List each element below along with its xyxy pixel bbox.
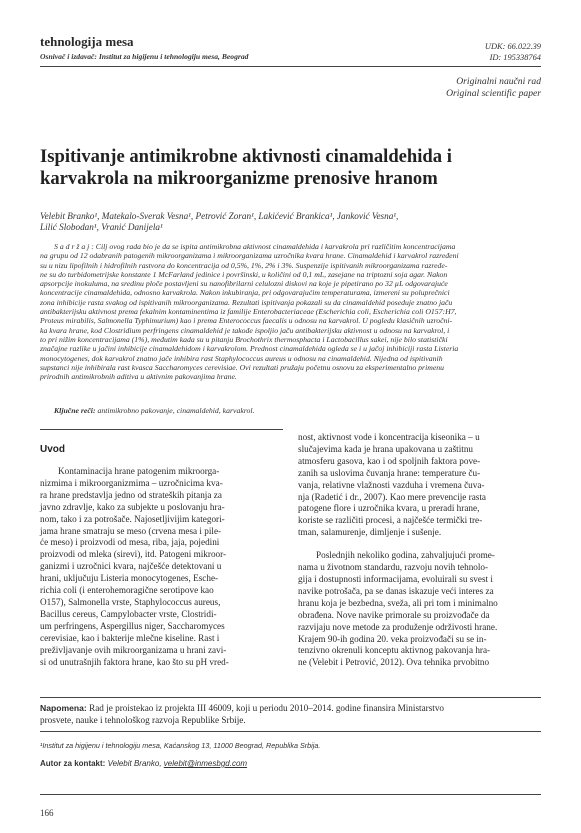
body-line: koriste se različiti procesi, a najčešće termički tre- bbox=[298, 515, 483, 526]
article-id: ID: 195338764 bbox=[489, 52, 541, 62]
body-line: ganizmi i uzročnici kvara, najčešće detektovani u bbox=[40, 561, 222, 572]
body-line: jama hrane smatraju se meso (crvena mesa i pile- bbox=[40, 525, 222, 536]
body-line: ra hrane predstavlja jedno od strateških pitanja za bbox=[40, 489, 222, 500]
paper-type-en: Original scientific paper bbox=[446, 88, 541, 99]
abstract-label: S a d r ž a j : bbox=[54, 242, 94, 251]
body-line: patogene flore i uzročnika kvara, u preradi hrane, bbox=[298, 503, 480, 514]
page-bottom-rule bbox=[40, 794, 541, 795]
header-rule bbox=[40, 66, 541, 67]
body-line: Kontaminacija hrane patogenim mikroorga- bbox=[58, 466, 220, 476]
publisher-line: Osnivač i izdavač: Institut za higijenu i tehnologiju mesa, Beograd bbox=[40, 52, 249, 61]
body-line: slučajevima kada je hrana upakovana u zaštitnu bbox=[298, 443, 474, 454]
section-rule bbox=[40, 429, 283, 430]
note-line-1: Napomena: Rad je proistekao iz projekta III 46009, koji u periodu 2010–2014. godine finansira Ministarstvo bbox=[40, 703, 445, 713]
body-line: nja (Radetić i dr., 2007). Kao mere prevencije rasta bbox=[298, 491, 487, 502]
body-line: javno zdravlje, kako za subjekte u poslovanju hra- bbox=[40, 501, 225, 512]
authors-line-1: Velebit Branko¹, Matekalo-Sverak Vesna¹, Petrović Zoran¹, Lakićević Brankica¹, Janković Vesna¹, bbox=[40, 211, 399, 221]
keywords-label: Ključne reči: bbox=[54, 406, 96, 415]
body-line: tenzivno okrenuli konceptu aktivnog pakovanja hra- bbox=[298, 645, 491, 656]
body-line: tman, salamurenje, dimljenje i sušenje. bbox=[298, 527, 442, 538]
affiliation-rule bbox=[40, 731, 541, 732]
body-line: vanja, relativne vlažnosti vazduha i vremena čuva- bbox=[298, 479, 485, 490]
udk-block bbox=[485, 42, 541, 63]
keywords-text: antimikrobno pakovanje, cinamaldehid, karvakrol. bbox=[97, 406, 255, 415]
contact-label: Autor za kontakt: bbox=[40, 759, 106, 768]
body-column-left bbox=[40, 466, 283, 668]
body-line: obrađena. Nove navike primorale su proizvođače da bbox=[298, 609, 490, 620]
author-list bbox=[40, 211, 540, 233]
body-line: Krajem 90-ih godina 20. veka proizvođači su se in- bbox=[298, 633, 487, 644]
abstract-line: prirodnih antimikrobnih aditiva u aktivnim pakovanjima hrane. bbox=[40, 372, 237, 382]
abstract-line: ne su do turbidometrijske konstante 1 McFarland jedinice i površinski, u količini od 0,1 mL, zasejane na triptozni soja agar. Nakon bbox=[40, 269, 448, 279]
abstract-line: su u nizu lipofilnih i hidrofilnih rastvora do koncentracija od 0,5%, 1%, 2% i 3%. Suspenzije ispitivanih mikroorganizama razređe- bbox=[40, 260, 448, 270]
abstract-line: koncentracije cinamaldehida, odnosno karvakrola. Nakon inkubiranja, pri odgovarajućim temperaturama, izmereni su poluprečnici bbox=[40, 288, 450, 298]
body-line: zanih sa uslovima čuvanja hrane: temperature ču- bbox=[298, 467, 481, 478]
udk-code: UDK: 66.022.39 bbox=[484, 42, 541, 51]
title-line-1: Ispitivanje antimikrobne aktivnosti cinamaldehida i bbox=[40, 146, 452, 167]
authors-line-2: Lilić Slobodan¹, Vranić Danijela¹ bbox=[40, 222, 163, 232]
body-line: navike potrošača, pa se danas iskazuje veći interes za bbox=[298, 585, 494, 596]
affiliation: ¹Institut za higijenu i tehnologiju mesa, Kaćanskog 13, 11000 Beograd, Republika Srbija. bbox=[40, 741, 321, 750]
body-line: nom, tako i za potrošače. Najosetljivijim kategori- bbox=[40, 513, 225, 524]
journal-name: tehnologija mesa bbox=[40, 34, 134, 49]
abstract-line: značajne razlike u jačini inhibicije cinamaldehidom i karvakrolom. Prednost cinamaldehida ogleda se i u jačoj inhibiciji rasta Listeria bbox=[40, 344, 459, 354]
abstract-line: monocytogenes, dok karvakrol znatno jače inhibira rast Staphylococcus aureus u odnosu na cinamaldehid. Nijedna od ispitivanih bbox=[40, 353, 443, 363]
abstract-line: ka kvara hrane, kod Clostridium perfringens cinamaldehid je takođe ispoljio jaču antibakterijsku aktivnost u odnosu na karvakrol, i bbox=[40, 325, 450, 335]
abstract-line: zona inhibicije rasta svakog od ispitivanih mikroorganizama. Rezultati ispitivanja pokazali su da cinamaldehid poseduje znatno jaču bbox=[40, 297, 453, 307]
body-line: si od unutrašnjih faktora hrane, kao što su pH vred- bbox=[40, 656, 229, 667]
paper-title bbox=[40, 146, 541, 190]
body-line: nost, aktivnost vode i koncentracija kiseonika – u bbox=[298, 432, 480, 442]
body-line: razvijaju nove metode za produženje održivosti hrane. bbox=[298, 621, 498, 632]
body-line: nizmima i mikroorganizmima – uzročnicima kva- bbox=[40, 477, 223, 488]
body-line: preživljavanje ovih mikroorganizama u hrani zavi- bbox=[40, 644, 227, 655]
page-number: 166 bbox=[40, 808, 54, 818]
body-line: O157), Salmonella vrste, Staphylococcus aureus, bbox=[40, 596, 221, 607]
funding-note bbox=[40, 702, 541, 726]
section-heading: Uvod bbox=[40, 444, 65, 455]
body-column-right bbox=[298, 432, 541, 669]
body-line: proizvodi od mleka (sirevi), itd. Patogeni mikroor- bbox=[40, 549, 227, 560]
note-label: Napomena: bbox=[40, 703, 87, 713]
body-line: Bacillus cereus, Campylobacter vrste, Clostridi- bbox=[40, 608, 217, 619]
abstract-line: supstanci nije inhibirala rast kvasca Saccharomyces cerevisiae. Ovi rezultati pružaju početnu osnovu za eksperimentalno primenu bbox=[40, 362, 445, 372]
paper-type-sr: Originalni naučni rad bbox=[456, 76, 541, 87]
contact-name: Velebit Branko, bbox=[107, 759, 162, 768]
note-line-2: prosvete, nauke i tehnološkog razvoja Republike Srbije. bbox=[40, 715, 246, 725]
abstract-line: na grupu od 12 odabranih patogenih mikroorganizama i mikroorganizama uzročnika kvara hrane. Cinamaldehid i karvakrol razređeni bbox=[40, 251, 459, 261]
body-line: cerevisiae, kao i bakterije mlečne kiseline. Rast i bbox=[40, 632, 220, 643]
paper-type bbox=[446, 76, 541, 100]
body-line: richia coli (i enterohemoragične serotipove kao bbox=[40, 585, 214, 596]
body-line: nama u životnom standardu, razvoju novih tehnolo- bbox=[298, 562, 489, 573]
body-line: hrani, uključuju Listeria monocytogenes, Esche- bbox=[40, 573, 219, 584]
abstract-line: to pri nižim koncentracijama (1%), međutim kada su u pitanju Brochothrix thermosphacta i Lactobacillus sakei, nije bilo statistički bbox=[40, 334, 448, 344]
footnote-rule bbox=[40, 697, 541, 698]
body-line: će meso) i proizvodi od mesa, riba, jaja, pojedini bbox=[40, 537, 220, 548]
abstract-line: antibakterijsku aktivnost prema fekalnim kontaminentima iz familije Enterobacteriaceae (Escherichia coli, Escherichia coli O157:H7, bbox=[40, 307, 457, 317]
title-line-2: karvakrola na mikroorganizme prenosive hranom bbox=[40, 168, 438, 189]
body-line: atmosferu gasova, kao i od spoljnih faktora pove- bbox=[298, 455, 481, 466]
abstract bbox=[40, 242, 541, 381]
body-line: gija i dostupnosti informacijama, evoluirali su svest i bbox=[298, 573, 493, 584]
keywords bbox=[54, 406, 254, 415]
body-line: um perfringens, Aspergillus niger, Saccharomyces bbox=[40, 620, 225, 631]
body-line: hranu koja je bezbedna, sveža, ali pri tom i minimalno bbox=[298, 597, 498, 608]
abstract-line: Proteus mirabilis, Salmonella Typhimurium) kao i prema Enterococcus faecalis u odnosu na karvakrol. U pogledu klasičnih uzročni- bbox=[40, 316, 453, 326]
contact-email-link[interactable]: velebit@inmesbgd.com bbox=[163, 759, 248, 768]
body-line: ne (Velebit i Petrović, 2012). Ova tehnika prvobitno bbox=[298, 657, 490, 668]
contact-author bbox=[40, 759, 247, 768]
abstract-line: apsorpcije inokuluma, na sredinu ploče postavljeni su nanofibrilarni celulozni diskovi na koje je pipetirano po 32 µL odgovarajuće bbox=[40, 279, 448, 289]
body-line: Poslednjih nekoliko godina, zahvaljujući prome- bbox=[316, 550, 495, 561]
abstract-line: S a d r ž a j : Cilj ovog rada bio je da se ispita antimikrobna aktivnost cinamaldehida i karvakrola pri različitim koncentracijama bbox=[54, 242, 456, 251]
